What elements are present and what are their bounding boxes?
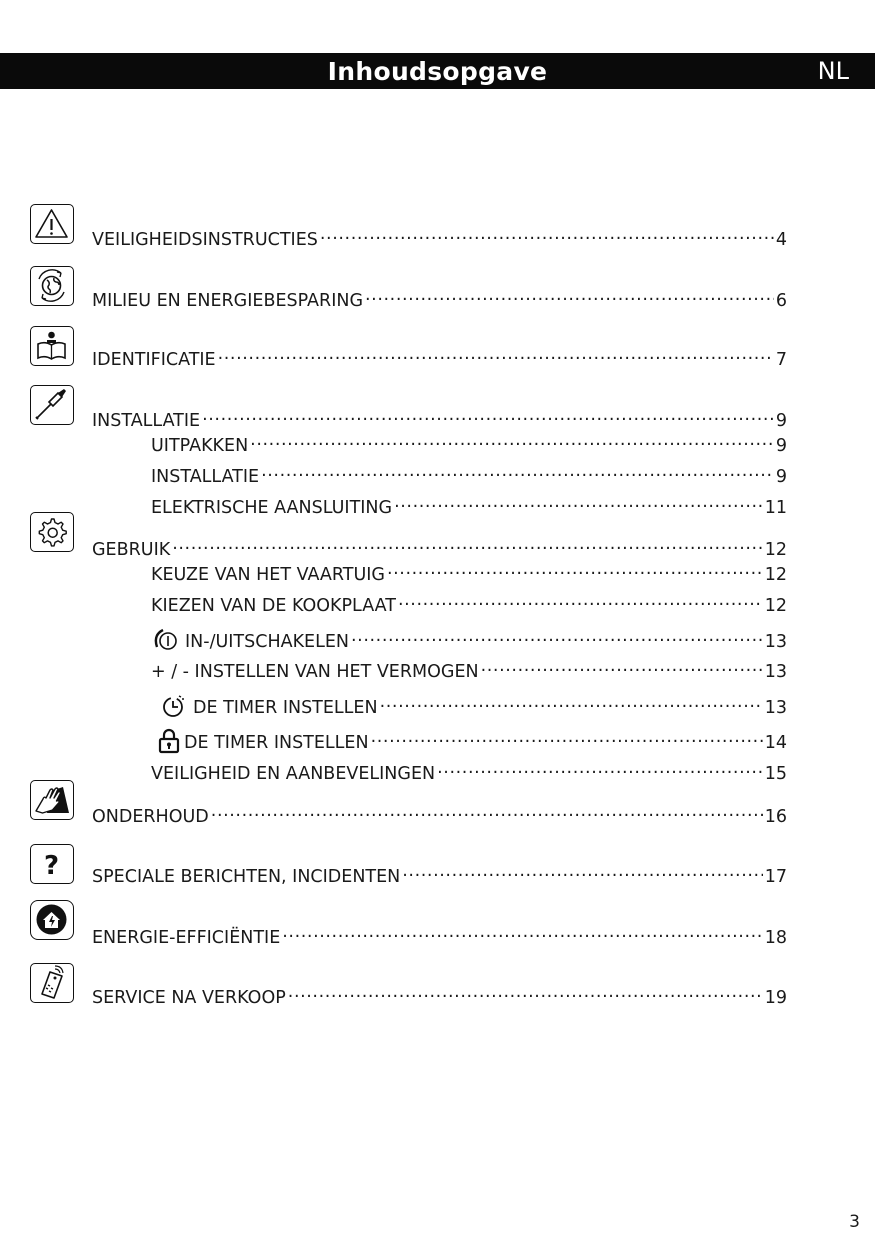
toc-entry-onderhoud[interactable] bbox=[92, 800, 787, 828]
toc-page: 6 bbox=[775, 291, 787, 311]
header-bar bbox=[0, 53, 875, 89]
toc-page: 12 bbox=[764, 565, 787, 585]
toc-label: IN-/UITSCHAKELEN bbox=[185, 632, 350, 652]
dot-leader bbox=[437, 757, 763, 779]
toc-subentry-veiligheid-aanbevelingen[interactable] bbox=[151, 757, 787, 785]
toc-label: GEBRUIK bbox=[92, 540, 171, 560]
lock-icon bbox=[154, 728, 184, 754]
toc-subentry-vermogen[interactable] bbox=[151, 655, 787, 683]
cleaning-hand-icon bbox=[30, 780, 74, 820]
svg-text:?: ? bbox=[43, 851, 60, 881]
toc-label: KIEZEN VAN DE KOOKPLAAT bbox=[151, 596, 396, 616]
toc-entry-veiligheidsinstructies[interactable] bbox=[92, 223, 787, 251]
dot-leader bbox=[261, 460, 774, 482]
dot-leader bbox=[211, 800, 763, 822]
toc-entry-speciale-berichten[interactable] bbox=[92, 860, 787, 888]
toc-subentry-kiezen-kookplaat[interactable] bbox=[151, 589, 787, 617]
dot-leader bbox=[172, 533, 762, 555]
gear-icon bbox=[30, 512, 74, 552]
warning-icon bbox=[30, 204, 74, 244]
dot-leader bbox=[282, 921, 762, 943]
dot-leader bbox=[394, 491, 763, 513]
dot-leader bbox=[371, 726, 763, 748]
toc-subentry-in-uitschakelen[interactable] bbox=[151, 625, 787, 655]
toc-page: 4 bbox=[775, 230, 787, 250]
page-number: 3 bbox=[849, 1212, 860, 1232]
toc-entry-energie-efficientie[interactable] bbox=[92, 921, 787, 949]
toc-label: VEILIGHEID EN AANBEVELINGEN bbox=[151, 764, 436, 784]
toc-subentry-installatie[interactable] bbox=[151, 460, 787, 488]
toc-page: 16 bbox=[764, 807, 787, 827]
toc-label: VEILIGHEIDSINSTRUCTIES bbox=[92, 230, 318, 250]
phone-icon bbox=[30, 963, 74, 1003]
toc-page: 9 bbox=[775, 411, 787, 431]
toc-label: KEUZE VAN HET VAARTUIG bbox=[151, 565, 385, 585]
toc-entry-installatie[interactable] bbox=[92, 404, 787, 432]
globe-recycle-icon bbox=[30, 266, 74, 306]
toc-page: 12 bbox=[764, 540, 787, 560]
toc-page: 14 bbox=[764, 733, 787, 753]
question-icon bbox=[30, 844, 74, 884]
timer-icon bbox=[157, 693, 191, 719]
toc-page: 19 bbox=[764, 988, 787, 1008]
language-code: NL bbox=[817, 57, 849, 85]
toc-subentry-uitpakken[interactable] bbox=[151, 429, 787, 457]
toc-entry-milieu[interactable] bbox=[92, 284, 787, 312]
toc-label: ENERGIE-EFFICIËNTIE bbox=[92, 928, 281, 948]
id-book-icon bbox=[30, 326, 74, 366]
house-energy-icon bbox=[30, 900, 74, 940]
toc-page: 13 bbox=[764, 662, 787, 682]
power-icon bbox=[151, 627, 181, 653]
page-title: Inhoudsopgave bbox=[327, 57, 548, 86]
toc-label: ELEKTRISCHE AANSLUITING bbox=[151, 498, 393, 518]
toc-page: 17 bbox=[764, 867, 787, 887]
toc-label: MILIEU EN ENERGIEBESPARING bbox=[92, 291, 364, 311]
toc-label: SERVICE NA VERKOOP bbox=[92, 988, 286, 1008]
toc-label: ONDERHOUD bbox=[92, 807, 209, 827]
toc-label: INSTALLATIE bbox=[92, 411, 201, 431]
dot-leader bbox=[398, 589, 763, 611]
toc-page: 9 bbox=[775, 467, 787, 487]
toc-page: 11 bbox=[764, 498, 787, 518]
screwdriver-icon bbox=[30, 385, 74, 425]
toc-page: 13 bbox=[764, 632, 787, 652]
dot-leader bbox=[202, 404, 774, 426]
toc-entry-service-na-verkoop[interactable] bbox=[92, 981, 787, 1009]
toc-subentry-keuze-vaartuig[interactable] bbox=[151, 558, 787, 586]
toc-label: DE TIMER INSTELLEN bbox=[193, 698, 378, 718]
toc-subentry-timer-instellen[interactable] bbox=[151, 691, 787, 721]
toc-label: UITPAKKEN bbox=[151, 436, 249, 456]
toc-label: IDENTIFICATIE bbox=[92, 350, 216, 370]
toc-page: 7 bbox=[775, 350, 787, 370]
toc-label: SPECIALE BERICHTEN, INCIDENTEN bbox=[92, 867, 401, 887]
dot-leader bbox=[380, 691, 763, 713]
toc-page: 15 bbox=[764, 764, 787, 784]
toc-label: + / - INSTELLEN VAN HET VERMOGEN bbox=[151, 662, 479, 682]
toc-subentry-timer-instellen-lock[interactable] bbox=[151, 726, 787, 756]
toc-label: DE TIMER INSTELLEN bbox=[184, 733, 369, 753]
dot-leader bbox=[351, 625, 763, 647]
dot-leader bbox=[250, 429, 774, 451]
dot-leader bbox=[402, 860, 762, 882]
toc-entry-identificatie[interactable] bbox=[92, 343, 787, 371]
toc-label: INSTALLATIE bbox=[151, 467, 260, 487]
toc-subentry-elektrische-aansluiting[interactable] bbox=[151, 491, 787, 519]
toc-entry-gebruik[interactable] bbox=[92, 533, 787, 561]
toc-page: 18 bbox=[764, 928, 787, 948]
dot-leader bbox=[481, 655, 763, 677]
dot-leader bbox=[218, 343, 774, 365]
dot-leader bbox=[288, 981, 763, 1003]
dot-leader bbox=[387, 558, 763, 580]
dot-leader bbox=[320, 223, 774, 245]
toc-page: 12 bbox=[764, 596, 787, 616]
toc-page: 9 bbox=[775, 436, 787, 456]
toc-page: 13 bbox=[764, 698, 787, 718]
dot-leader bbox=[365, 284, 774, 306]
